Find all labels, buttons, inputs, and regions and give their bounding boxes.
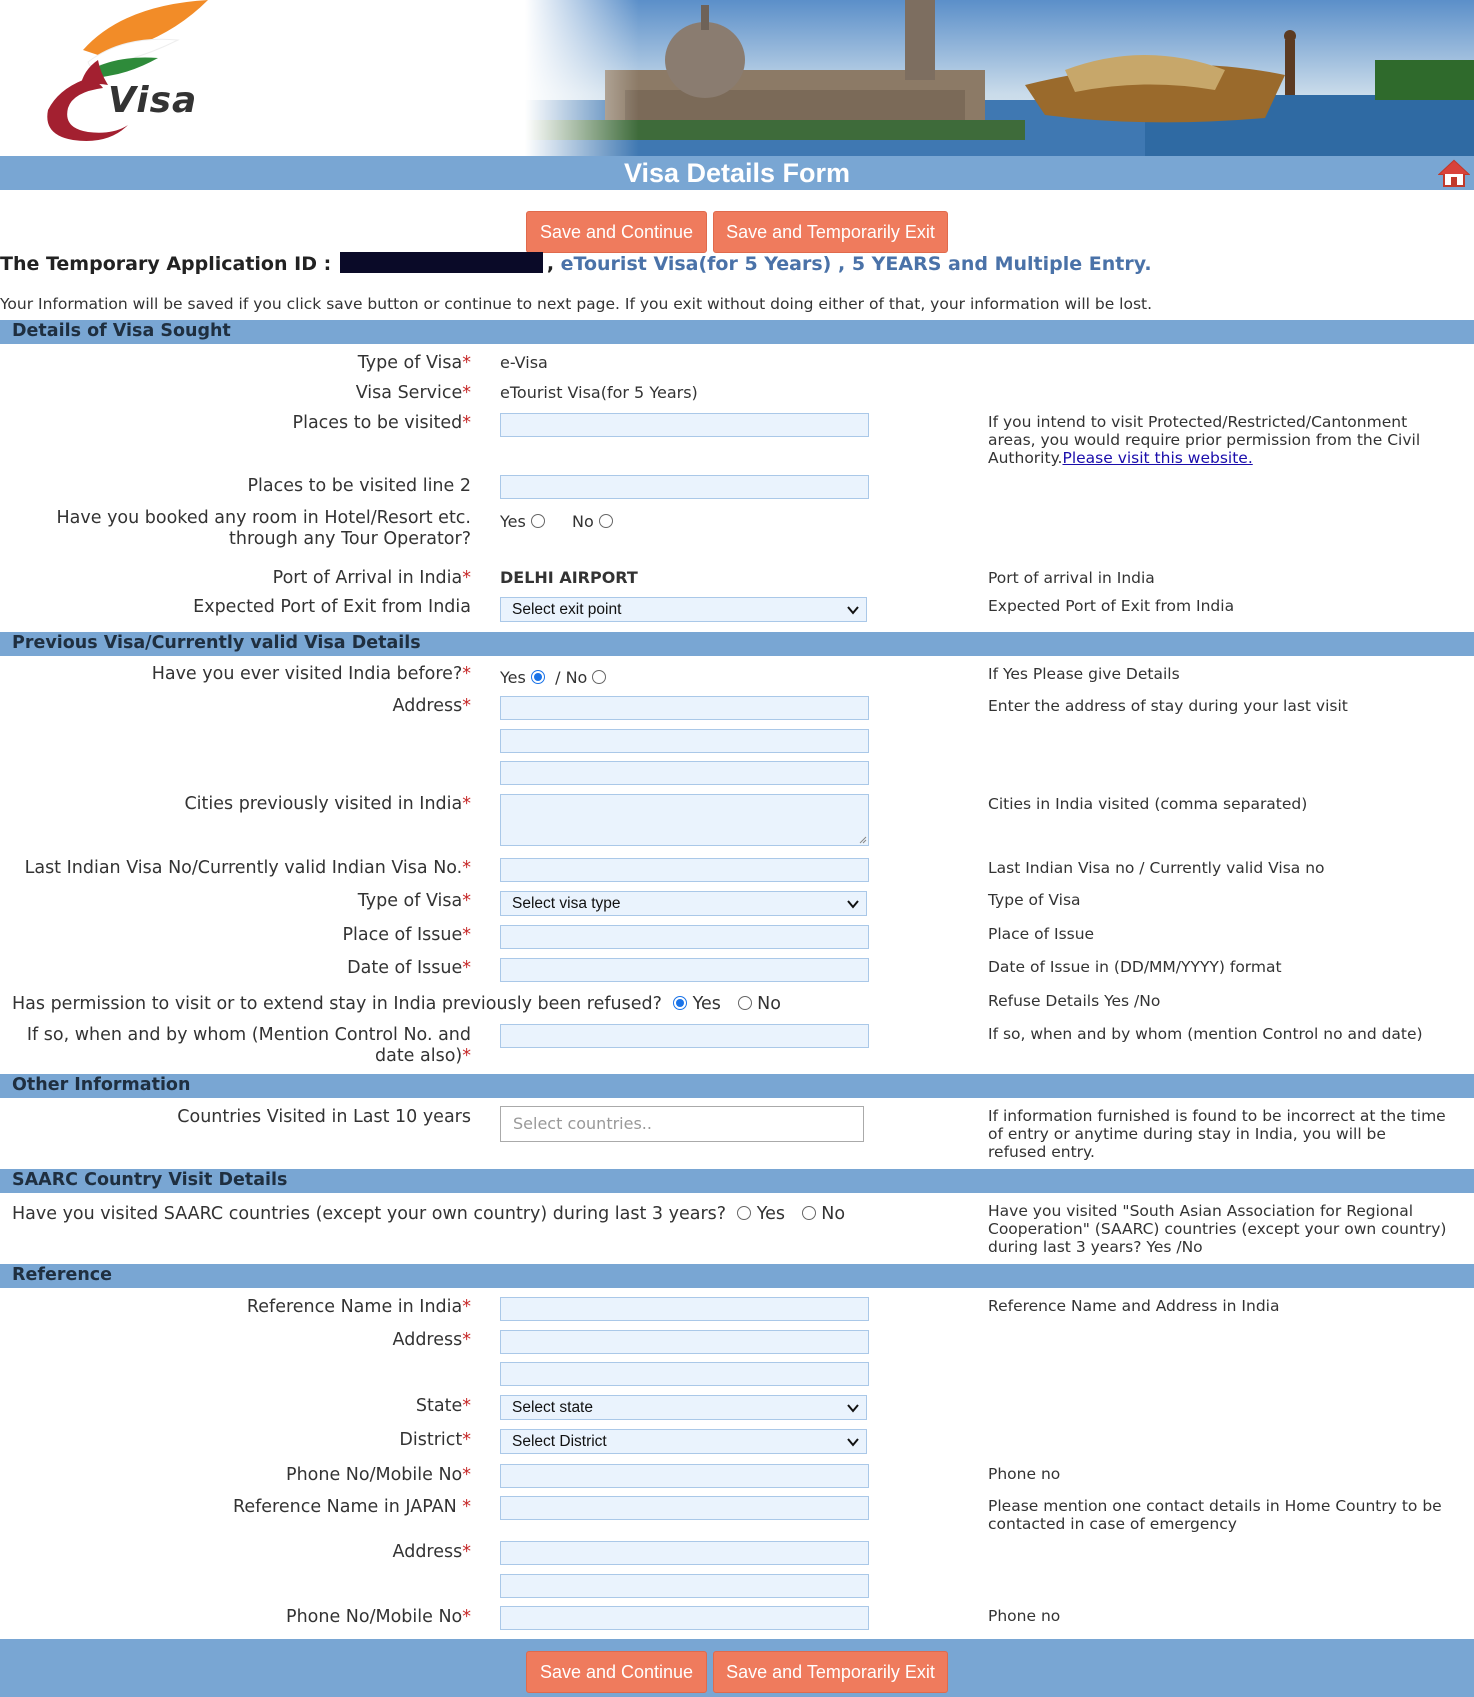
state-label: State*	[415, 1396, 471, 1416]
chevron-down-icon	[846, 897, 860, 911]
visited-india-radio-group: Yes / No	[500, 668, 606, 687]
section-title: Previous Visa/Currently valid Visa Details	[12, 633, 421, 653]
district-select[interactable]: Select District	[500, 1429, 867, 1454]
saarc-question: Have you visited SAARC countries (except your own country) during last 3 years? Yes No	[12, 1204, 846, 1224]
prev-address-label: Address*	[392, 696, 471, 716]
ref-address2-label: Address*	[392, 1542, 471, 1562]
section-reference	[0, 1264, 1474, 1288]
section-saarc	[0, 1169, 1474, 1193]
section-previous-visa	[0, 632, 1474, 656]
phone-input[interactable]	[500, 1464, 869, 1488]
application-id-line	[0, 252, 1152, 275]
save-exit-button-top[interactable]: Save and Temporarily Exit	[713, 211, 948, 253]
port-exit-help: Expected Port of Exit from India	[988, 597, 1235, 615]
control-no-label: If so, when and by whom (Mention Control No. and date also)*	[26, 1025, 471, 1066]
logo-text: Visa	[108, 80, 198, 121]
places-input[interactable]	[500, 413, 869, 437]
port-exit-label: Expected Port of Exit from India	[193, 597, 471, 617]
places2-label: Places to be visited line 2	[247, 476, 471, 496]
last-visa-help: Last Indian Visa no / Currently valid Visa no	[988, 859, 1325, 877]
ref-name-home-help: Please mention one contact details in Home Country to be contacted in case of emergency	[988, 1497, 1442, 1533]
saarc-no-radio[interactable]	[802, 1206, 816, 1220]
page-title: Visa Details Form	[623, 158, 851, 188]
section-other-info	[0, 1074, 1474, 1098]
countries-label: Countries Visited in Last 10 years	[177, 1107, 471, 1127]
phone2-input[interactable]	[500, 1606, 869, 1630]
prev-address-help: Enter the address of stay during your last visit	[988, 697, 1348, 715]
places-label: Places to be visited*	[292, 413, 471, 433]
info-text: Your Information will be saved if you click save button or continue to next page. If you exit without doing either of that, your information will be lost.	[0, 295, 1153, 313]
cities-textarea[interactable]	[500, 794, 869, 846]
save-continue-button-bottom[interactable]: Save and Continue	[526, 1651, 707, 1693]
banner-photo	[525, 0, 1474, 156]
places2-input[interactable]	[500, 475, 869, 499]
evisa-logo	[28, 0, 208, 150]
hotel-booked-radio-group: Yes No	[500, 512, 635, 531]
date-issue-input[interactable]	[500, 958, 869, 982]
last-visa-input[interactable]	[500, 858, 869, 882]
app-id-redacted	[340, 252, 543, 273]
phone2-help: Phone no	[988, 1607, 1061, 1625]
port-exit-select[interactable]: Select exit point	[500, 597, 867, 622]
ref-address-line2[interactable]	[500, 1362, 869, 1386]
visa-service-label: Visa Service*	[355, 383, 471, 403]
control-no-input[interactable]	[500, 1024, 869, 1048]
home-icon[interactable]	[1438, 158, 1470, 188]
section-title: Other Information	[12, 1075, 191, 1095]
type-of-visa-value: e-Visa	[500, 353, 548, 372]
ref-address2-line1[interactable]	[500, 1541, 869, 1565]
phone-help: Phone no	[988, 1465, 1061, 1483]
app-id-label: The Temporary Application ID :	[0, 253, 332, 275]
last-visa-label: Last Indian Visa No/Currently valid Indian Visa No.*	[24, 858, 471, 878]
section-title: Details of Visa Sought	[12, 321, 231, 341]
visa-service-value: eTourist Visa(for 5 Years)	[500, 383, 698, 402]
prev-visa-type-select[interactable]: Select visa type	[500, 891, 867, 916]
saarc-yes-radio[interactable]	[737, 1206, 751, 1220]
save-exit-button-bottom[interactable]: Save and Temporarily Exit	[713, 1651, 948, 1693]
refused-no-radio[interactable]	[738, 996, 752, 1010]
port-arrival-help: Port of arrival in India	[988, 569, 1155, 587]
visited-no-radio[interactable]	[592, 670, 606, 684]
ref-name-india-input[interactable]	[500, 1297, 869, 1321]
prev-address-line1[interactable]	[500, 696, 869, 720]
form-title-bar	[0, 156, 1474, 190]
visited-help: If Yes Please give Details	[988, 665, 1180, 683]
chevron-down-icon	[846, 603, 860, 617]
port-arrival-value: DELHI AIRPORT	[500, 568, 638, 587]
countries-multiselect[interactable]: Select countries..	[500, 1106, 864, 1142]
ref-name-india-label: Reference Name in India*	[246, 1297, 471, 1317]
refused-help: Refuse Details Yes /No	[988, 992, 1161, 1010]
visa-description: eTourist Visa(for 5 Years) , 5 YEARS and Multiple Entry.	[560, 253, 1152, 275]
type-of-visa-label: Type of Visa*	[357, 353, 471, 373]
app-id-separator: ,	[546, 253, 555, 275]
visited-yes-radio[interactable]	[531, 670, 545, 684]
prev-address-line2[interactable]	[500, 729, 869, 753]
ref-name-india-help: Reference Name and Address in India	[988, 1297, 1280, 1315]
cities-label: Cities previously visited in India*	[184, 794, 471, 814]
places-help: If you intend to visit Protected/Restricted/Cantonment areas, you would require prior permission from the Civil Authority.Please visit this website.	[988, 413, 1421, 467]
chevron-down-icon	[846, 1435, 860, 1449]
countries-help: If information furnished is found to be incorrect at the time of entry or anytime during stay in India, you will be refused entry.	[988, 1107, 1446, 1161]
hotel-booked-label: Have you booked any room in Hotel/Resort etc. through any Tour Operator?	[56, 508, 471, 549]
section-visa-sought	[0, 320, 1474, 344]
prev-address-line3[interactable]	[500, 761, 869, 785]
prev-visa-type-help: Type of Visa	[988, 891, 1081, 909]
cities-help: Cities in India visited (comma separated)	[988, 795, 1308, 813]
header-banner	[0, 0, 1474, 156]
protected-areas-link[interactable]: Please visit this website.	[1062, 449, 1253, 467]
ref-address-line1[interactable]	[500, 1330, 869, 1354]
ref-address2-line2[interactable]	[500, 1574, 869, 1598]
section-title: SAARC Country Visit Details	[12, 1170, 288, 1190]
hotel-no-radio[interactable]	[599, 514, 613, 528]
phone2-label: Phone No/Mobile No*	[286, 1607, 471, 1627]
prev-visa-type-label: Type of Visa*	[357, 891, 471, 911]
ref-address-label: Address*	[392, 1330, 471, 1350]
visited-india-label: Have you ever visited India before?*	[151, 664, 471, 684]
place-issue-input[interactable]	[500, 925, 869, 949]
district-label: District*	[399, 1430, 471, 1450]
refused-yes-radio[interactable]	[673, 996, 687, 1010]
saarc-help: Have you visited "South Asian Association for Regional Cooperation" (SAARC) countries (except your own country) during last 3 years? Yes /No	[988, 1202, 1447, 1256]
ref-name-home-label: Reference Name in JAPAN *	[232, 1497, 471, 1517]
date-issue-label: Date of Issue*	[347, 958, 471, 978]
hotel-yes-radio[interactable]	[531, 514, 545, 528]
date-issue-help: Date of Issue in (DD/MM/YYYY) format	[988, 958, 1282, 976]
save-continue-button-top[interactable]: Save and Continue	[526, 211, 707, 253]
place-issue-help: Place of Issue	[988, 925, 1095, 943]
place-issue-label: Place of Issue*	[342, 925, 471, 945]
port-arrival-label: Port of Arrival in India*	[272, 568, 471, 588]
state-select[interactable]: Select state	[500, 1395, 867, 1420]
section-title: Reference	[12, 1265, 113, 1285]
ref-name-home-input[interactable]	[500, 1496, 869, 1520]
resize-grip-icon[interactable]	[859, 836, 867, 844]
phone-label: Phone No/Mobile No*	[286, 1465, 471, 1485]
chevron-down-icon	[846, 1401, 860, 1415]
control-no-help: If so, when and by whom (mention Control no and date)	[988, 1025, 1423, 1043]
refused-question: Has permission to visit or to extend stay in India previously been refused? Yes No	[12, 994, 781, 1014]
